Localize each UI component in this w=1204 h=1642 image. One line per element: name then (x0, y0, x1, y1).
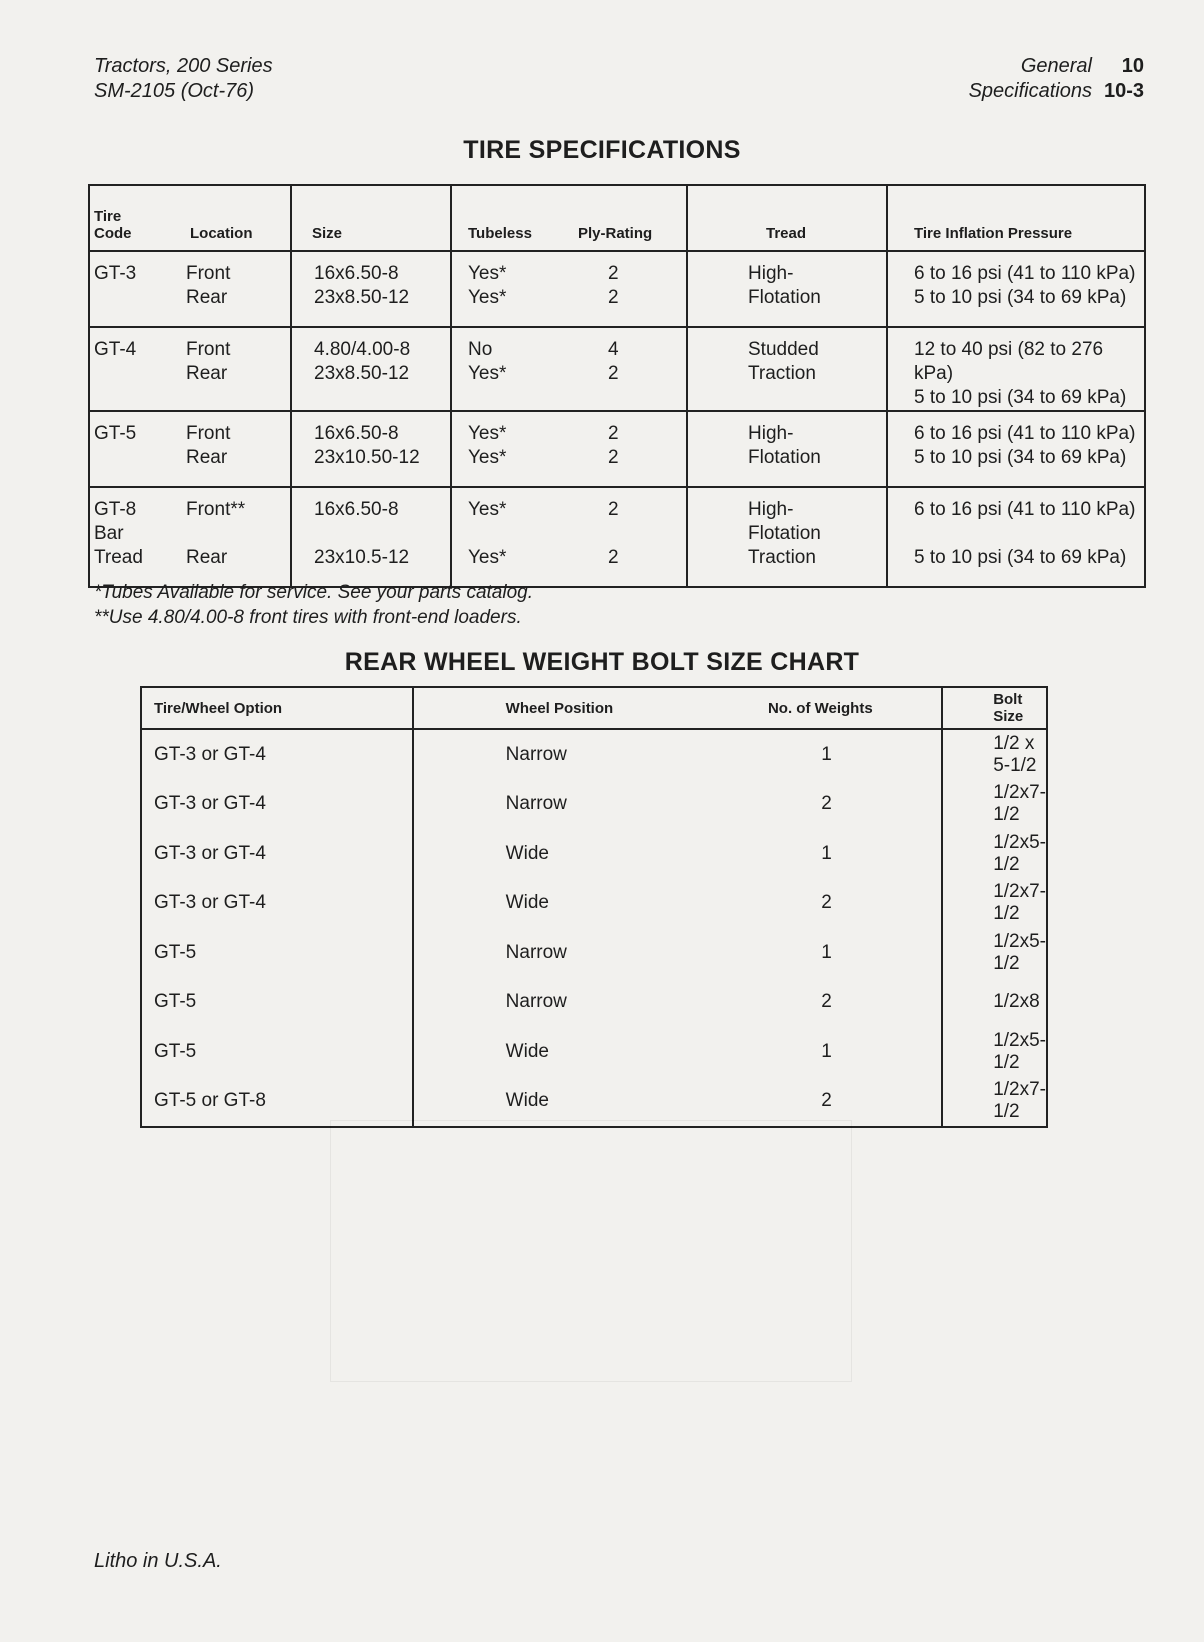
bolt-cell: 1/2x5-1/2 (942, 928, 1047, 978)
tire-code: GT-4 (89, 327, 186, 411)
table-row (141, 978, 1047, 1028)
position-cell: Narrow (413, 978, 712, 1028)
section-number: 10 (1121, 55, 1144, 77)
weights-cell: 1 (821, 842, 832, 864)
size-front: 16x6.50-8 (314, 423, 399, 444)
weights-cell: 1 (821, 941, 832, 963)
tread-line2: Flotation (748, 447, 821, 468)
subsection-name: Specifications (968, 80, 1092, 102)
tire-code: GT-3 (89, 251, 186, 327)
weights-cell: 2 (821, 793, 832, 815)
tubeless-front: Yes* (468, 263, 507, 284)
tubeless-front: Yes* (468, 423, 507, 444)
manual-code: SM-2105 (Oct-76) (94, 80, 255, 102)
inflation-front: 6 to 16 psi (41 to 110 kPa) (914, 263, 1136, 284)
position-cell: Wide (413, 1077, 712, 1128)
tread-line1: Studded (748, 339, 819, 360)
table-row (141, 829, 1047, 879)
col-header-bolt: Bolt Size (942, 687, 1047, 729)
bolt-cell: 1/2x7-1/2 (942, 879, 1047, 929)
size-rear: 23x8.50-12 (314, 287, 410, 308)
col-header-code-label: Tire Code (94, 208, 132, 242)
option-cell: GT-5 (154, 941, 197, 963)
ply-front: 2 (608, 423, 619, 444)
header-left (94, 54, 273, 104)
size-rear: 23x10.50-12 (314, 447, 420, 468)
position-cell: Narrow (413, 780, 712, 830)
col-header-tubeless: Tubeless (451, 185, 578, 251)
tread-line1: High- (748, 423, 794, 444)
ply-rear: 2 (608, 447, 619, 468)
bolt-cell: 1/2x7-1/2 (942, 780, 1047, 830)
tire-inflation (887, 487, 1145, 587)
col-header-option: Tire/Wheel Option (141, 687, 413, 729)
table-row (89, 411, 1145, 487)
tire-specs-title: TIRE SPECIFICATIONS (463, 136, 741, 164)
table-row (141, 928, 1047, 978)
size-front: 16x6.50-8 (314, 263, 399, 284)
inflation-spacer (914, 522, 1144, 546)
page-number: 10-3 (1103, 80, 1144, 102)
tire-ply (578, 251, 687, 327)
tire-inflation (887, 411, 1145, 487)
inflation-front: 6 to 16 psi (41 to 110 kPa) (914, 499, 1136, 520)
inflation-front: 6 to 16 psi (41 to 110 kPa) (914, 423, 1136, 444)
tire-tread (687, 487, 887, 587)
position-cell: Narrow (413, 928, 712, 978)
tubeless-rear: Yes* (468, 287, 507, 308)
tread-line3: Traction (748, 547, 816, 568)
option-cell: GT-3 or GT-4 (154, 743, 266, 765)
position-cell: Wide (413, 879, 712, 929)
tire-tread (687, 251, 887, 327)
bolt-size-table (140, 686, 1048, 1128)
tire-size (291, 411, 451, 487)
bolt-cell: 1/2x7-1/2 (942, 1077, 1047, 1128)
size-rear: 23x10.5-12 (314, 547, 410, 568)
location-rear: Rear (186, 447, 228, 468)
tire-tubeless (451, 411, 578, 487)
tire-ply (578, 327, 687, 411)
weights-cell: 2 (821, 892, 832, 914)
col-header-tread: Tread (687, 185, 887, 251)
bolt-cell: 1/2x8 (942, 978, 1047, 1028)
tubeless-front: Yes* (468, 499, 507, 520)
location-front: Front (186, 263, 231, 284)
location-front: Front (186, 339, 231, 360)
tire-location (186, 411, 291, 487)
ply-rear: 2 (608, 287, 619, 308)
inflation-rear: 5 to 10 psi (34 to 69 kPa) (914, 547, 1127, 568)
tire-inflation (887, 251, 1145, 327)
weights-cell: 2 (821, 991, 832, 1013)
table-header-row (89, 185, 1145, 251)
tubeless-rear: Yes* (468, 363, 507, 384)
col-header-ply: Ply-Rating (578, 185, 687, 251)
weights-cell: 1 (821, 743, 832, 765)
tubeless-rear: Yes* (468, 447, 507, 468)
bolt-chart-title: REAR WHEEL WEIGHT BOLT SIZE CHART (344, 648, 860, 676)
ply-front: 4 (608, 339, 619, 360)
inflation-rear: 5 to 10 psi (34 to 69 kPa) (914, 387, 1127, 408)
bolt-cell: 1/2x5-1/2 (942, 1027, 1047, 1077)
location-front: Front** (186, 499, 246, 520)
ply-rear: 2 (608, 363, 619, 384)
bolt-cell: 1/2 x 5-1/2 (942, 729, 1047, 780)
footer-litho: Litho in U.S.A. (94, 1550, 222, 1572)
table-row (141, 780, 1047, 830)
tire-notes (94, 580, 533, 630)
ply-front: 2 (608, 499, 619, 520)
tire-specs-table (88, 184, 1146, 588)
tubeless-front: No (468, 339, 493, 360)
tubeless-rear: Yes* (468, 547, 507, 568)
bolt-cell: 1/2x5-1/2 (942, 829, 1047, 879)
code-line1: GT-8 (94, 499, 137, 520)
tread-line2: Flotation (748, 287, 821, 308)
tire-location (186, 327, 291, 411)
tire-tread (687, 411, 887, 487)
option-cell: GT-5 (154, 991, 197, 1013)
tire-tubeless (451, 327, 578, 411)
table-row (89, 251, 1145, 327)
table-row (89, 327, 1145, 411)
tire-size (291, 327, 451, 411)
col-header-weights: No. of Weights (712, 687, 942, 729)
ply-spacer (608, 522, 686, 546)
col-header-code (89, 185, 186, 251)
tire-ply (578, 487, 687, 587)
table-row (89, 487, 1145, 587)
option-cell: GT-3 or GT-4 (154, 892, 266, 914)
size-spacer (314, 522, 450, 546)
tire-size (291, 487, 451, 587)
option-cell: GT-3 or GT-4 (154, 842, 266, 864)
tire-location (186, 251, 291, 327)
inflation-rear: 5 to 10 psi (34 to 69 kPa) (914, 287, 1127, 308)
tire-size (291, 251, 451, 327)
size-front: 4.80/4.00-8 (314, 339, 411, 360)
table-row (141, 879, 1047, 929)
tire-tubeless (451, 251, 578, 327)
tire-location (186, 487, 291, 587)
tire-code: GT-5 (89, 411, 186, 487)
header-right (969, 54, 1144, 104)
location-rear: Rear (186, 363, 228, 384)
tread-line2: Traction (748, 363, 816, 384)
option-cell: GT-5 (154, 1040, 197, 1062)
tire-tubeless (451, 487, 578, 587)
tread-line1: High- (748, 499, 794, 520)
table-header-row (141, 687, 1047, 729)
note-loaders: **Use 4.80/4.00-8 front tires with front-end loaders. (94, 607, 522, 628)
location-front: Front (186, 423, 231, 444)
table-row (141, 729, 1047, 780)
manual-title: Tractors, 200 Series (94, 55, 273, 77)
size-rear: 23x8.50-12 (314, 363, 410, 384)
size-front: 16x6.50-8 (314, 499, 399, 520)
location-spacer (186, 522, 290, 546)
inflation-rear: 5 to 10 psi (34 to 69 kPa) (914, 447, 1127, 468)
table-row (141, 1027, 1047, 1077)
tire-ply (578, 411, 687, 487)
inflation-front: 12 to 40 psi (82 to 276 kPa) (914, 339, 1104, 384)
location-rear: Rear (186, 547, 228, 568)
col-header-inflation: Tire Inflation Pressure (887, 185, 1145, 251)
ply-front: 2 (608, 263, 619, 284)
tread-line2: Flotation (748, 523, 821, 544)
option-cell: GT-5 or GT-8 (154, 1090, 266, 1112)
option-cell: GT-3 or GT-4 (154, 793, 266, 815)
ply-rear: 2 (608, 547, 619, 568)
tire-code (89, 487, 186, 587)
section-name: General (1020, 55, 1092, 77)
code-line3: Tread (94, 547, 143, 568)
note-tubes: *Tubes Available for service. See your parts catalog. (94, 582, 533, 603)
col-header-position: Wheel Position (413, 687, 712, 729)
col-header-location: Location (186, 185, 291, 251)
position-cell: Wide (413, 1027, 712, 1077)
tire-tread (687, 327, 887, 411)
position-cell: Narrow (413, 729, 712, 780)
location-rear: Rear (186, 287, 228, 308)
weights-cell: 2 (821, 1090, 832, 1112)
weights-cell: 1 (821, 1040, 832, 1062)
tire-inflation (887, 327, 1145, 411)
tubeless-spacer (468, 522, 578, 546)
position-cell: Wide (413, 829, 712, 879)
bleed-through-shadow (330, 1120, 852, 1382)
col-header-size: Size (291, 185, 451, 251)
code-line2: Bar (94, 523, 124, 544)
tread-line1: High- (748, 263, 794, 284)
